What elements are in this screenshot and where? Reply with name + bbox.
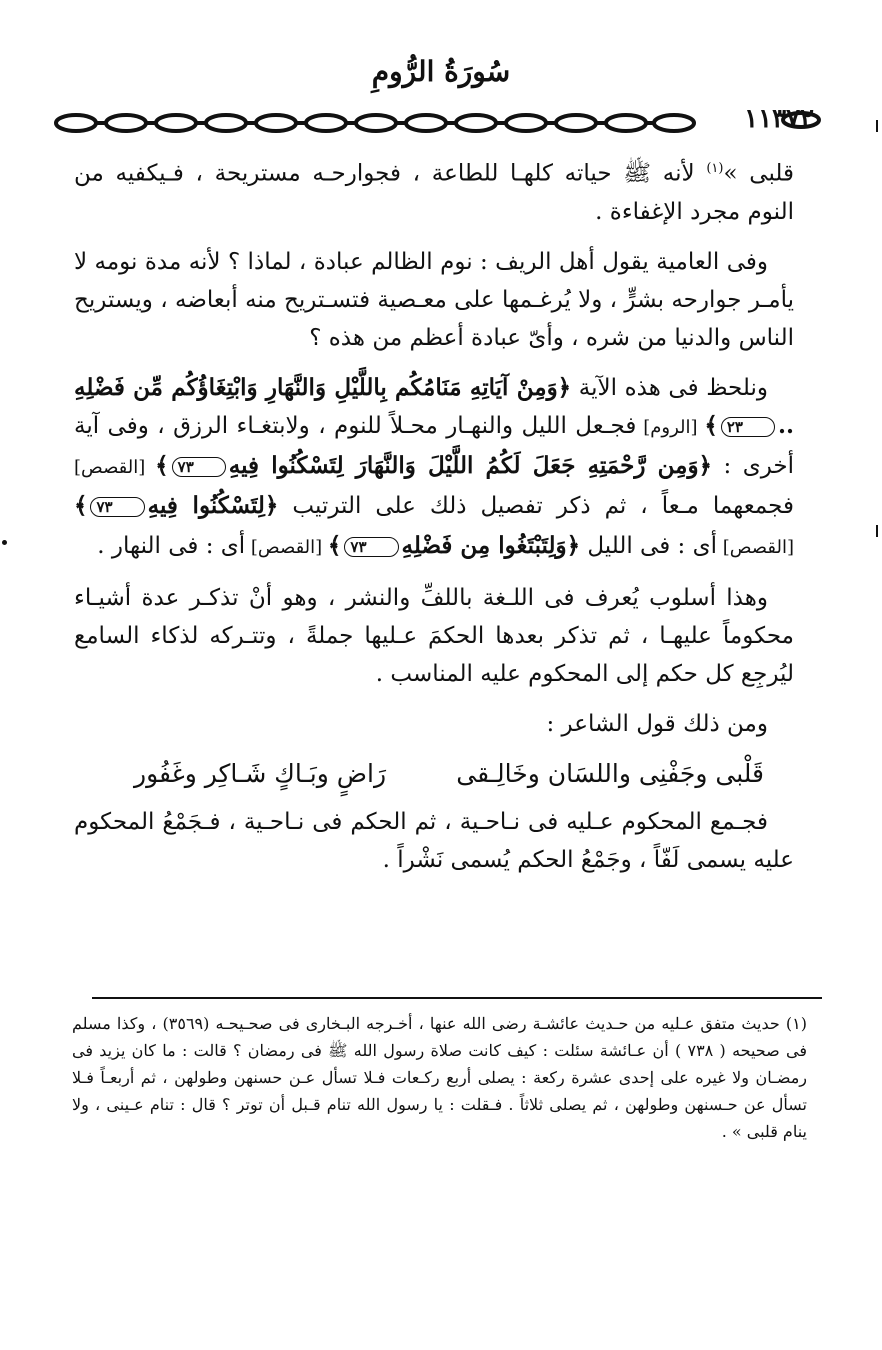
main-text bbox=[74, 150, 794, 891]
scan-mark bbox=[2, 540, 7, 545]
scan-mark bbox=[876, 120, 878, 132]
paragraph-1 bbox=[74, 150, 794, 231]
footnote-divider bbox=[92, 997, 822, 999]
surah-reference: [القصص] bbox=[716, 536, 794, 558]
paragraph-3 bbox=[74, 369, 794, 567]
decorative-chain-border bbox=[52, 108, 697, 138]
paragraph-4: وهذا أسلوب يُعرف فى اللـغة باللفِّ والنشر ، وهو أنْ تذكـر عدة أشيـاء محكوماً عليهـا ، ثم تذكر بعدها الحكمَ عـليها جملةً ، وتتـركه لذكاء السامع ليُرجِع كل حكم إلى المحكوم عليه المناسب . bbox=[74, 584, 794, 687]
poem-hemistich-first: قَلْبى وجَفْنِى واللسَان وخَالِـقى bbox=[456, 758, 764, 788]
text-segment: أى : فى الليل bbox=[580, 532, 717, 559]
page-number: ١١٣٧٢ bbox=[744, 104, 814, 134]
quran-verse: ﴿وَمِنْ آيَاتِهِ مَنَامُكُم بِاللَّيْلِ وَالنَّهَارِ وَابْتِغَاؤُكُم مِّن فَضْلِهِ .. bbox=[74, 373, 794, 439]
page-number-ornament bbox=[780, 110, 822, 130]
scan-mark bbox=[876, 525, 878, 537]
footnote-reference[interactable]: (١) bbox=[706, 161, 724, 176]
poem-verse bbox=[74, 755, 794, 793]
paragraph-2: وفى العامية يقول أهل الريف : نوم الظالم عبادة ، لماذا ؟ لأنه مدة نومه لا يأمـر جوارحه بشرٍّ ، ولا يُرغـمها على معـصية فتسـتريح منه أبعاضه ، ويستريح الناس والدنيا من شره ، وأىّ عبادة أعظم من هذه ؟ bbox=[74, 248, 794, 351]
footnote: (١) حديث متفق عـليه من حـديث عائشـة رضى الله عنها ، أخـرجه البـخارى فى صحـيحـه (٣٥٦٩) ، وكذا مسلم فى صحيحه ( ٧٣٨ ) أن عـائشة سئلت : كيف كانت صلاة رسول الله ﷺ فى رمضان ؟ قالت : ما كان يزيد فى رمضـان ولا غيره على إحدى عشرة ركعة : يصلى أربع ركـعات فـلا تسأل عـن حسنهن وطولهن ، ثم أربعـاً فـلا تسأل عن حـسنهن وطولهن ، ثم يصلى ثلاثاً . فـقلت : يا رسول الله تنام قـبل أن توتر ؟ قال : تنام عـينى ، ولا ينام قلبى » . bbox=[72, 1014, 808, 1141]
verse-number-marker: ٢٣ bbox=[721, 417, 775, 437]
quran-bracket: ﴾ bbox=[74, 491, 88, 519]
verse-number-marker: ٧٣ bbox=[344, 537, 398, 557]
text-segment: لأنه ﷺ حياته كلهـا للطاعة ، فجوارحـه مستريحة ، فـيكفيه من النوم مجرد الإغفاءة . bbox=[74, 160, 794, 225]
quran-bracket: ﴾ bbox=[327, 531, 342, 559]
paragraph-5: ومن ذلك قول الشاعر : bbox=[546, 710, 768, 737]
surah-reference: [الروم] bbox=[636, 416, 705, 438]
text-segment: ونلحظ فى هذه الآية bbox=[571, 374, 768, 401]
quran-verse: ﴿لِتَسْكُنُوا فِيهِ bbox=[147, 491, 279, 519]
text-segment: فجـعل الليل والنهـار محـلاً للنوم ، ولابتغـاء الرزق ، وفى آية أخرى : bbox=[74, 412, 794, 479]
quran-bracket: ﴾ bbox=[155, 451, 169, 479]
text-segment: قلبى » bbox=[723, 160, 794, 187]
surah-title: سُورَةُ الرُّومِ bbox=[371, 55, 511, 88]
surah-reference: [القصص] bbox=[245, 536, 328, 558]
verse-number-marker: ٧٣ bbox=[90, 497, 144, 517]
quran-bracket: ﴾ bbox=[704, 411, 718, 439]
text-segment: أى : فى النهار . bbox=[97, 532, 246, 559]
paragraph-6: فجـمع المحكوم عـليه فى نـاحـية ، ثم الحكم فى نـاحـية ، فـجَمْعُ المحكوم عليه يسمى لَفّاً ، وجَمْعُ الحكم يُسمى نَشْراً . bbox=[74, 808, 794, 873]
quran-verse: ﴿وَمِن رَّحْمَتِهِ جَعَلَ لَكُمُ اللَّيْلَ وَالنَّهَارَ لِتَسْكُنُوا فِيهِ bbox=[228, 451, 713, 479]
verse-number-marker: ٧٣ bbox=[172, 457, 226, 477]
surah-reference: [القصص] bbox=[74, 456, 156, 478]
quran-verse: ﴿وَلِتَبْتَغُوا مِن فَضْلِهِ bbox=[401, 531, 581, 559]
text-segment: فجمعهما مـعاً ، ثم ذكر تفصيل ذلك على الترتيب bbox=[278, 492, 794, 519]
poem-hemistich-second: رَاضٍ وبَـاكٍ شَـاكِر وغَفُور bbox=[134, 758, 387, 788]
